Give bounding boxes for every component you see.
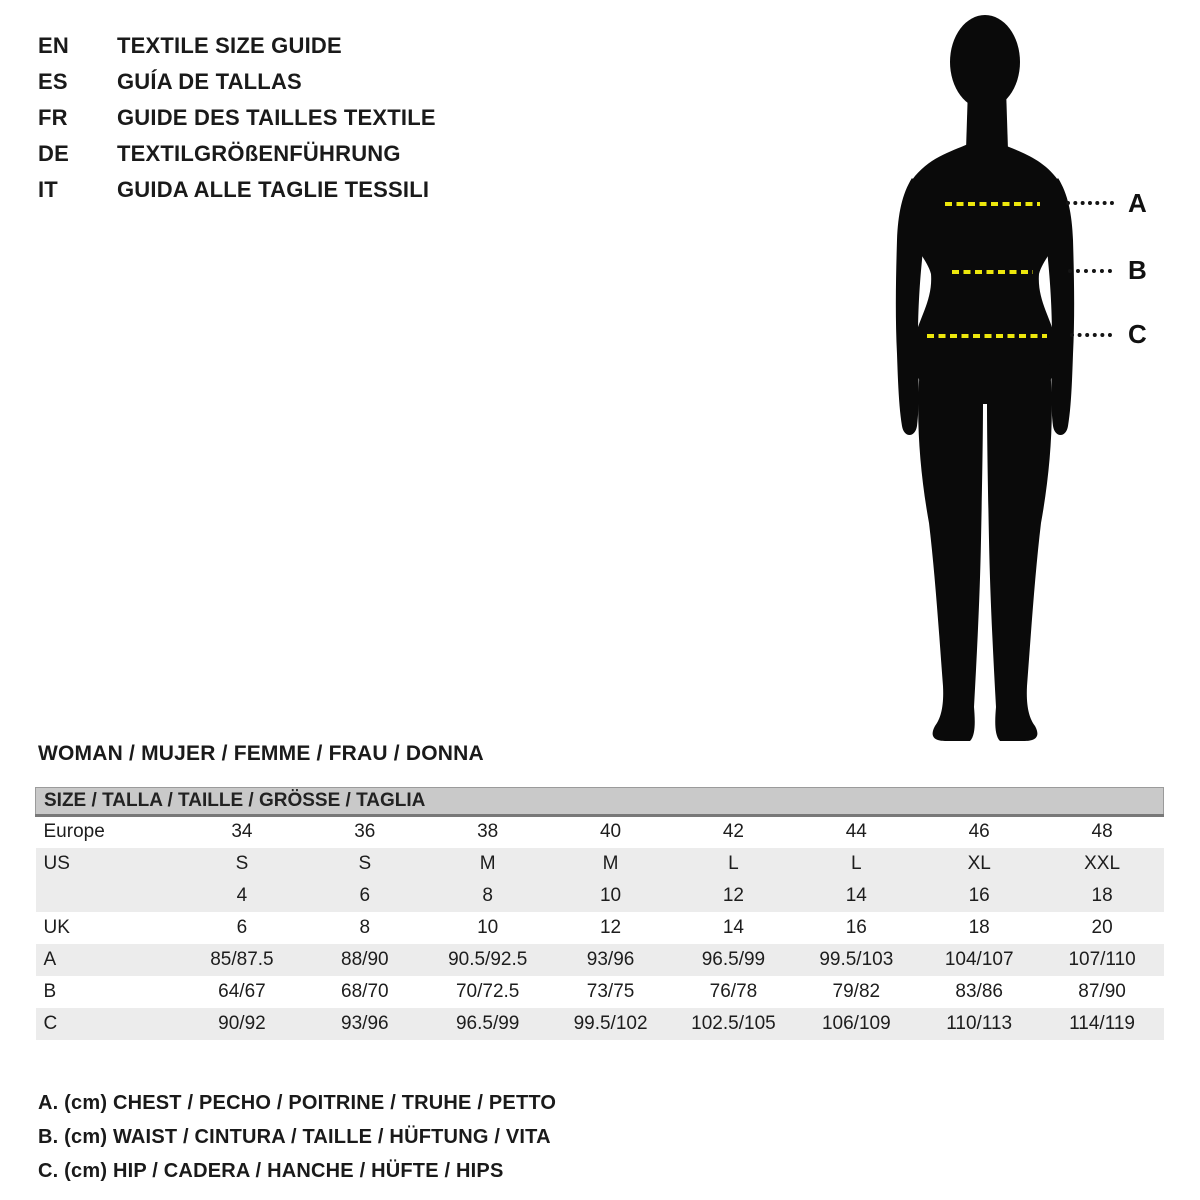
table-cell: 110/113 — [918, 1008, 1041, 1040]
table-cell: 73/75 — [586, 980, 635, 1002]
table-cell: 6 — [303, 880, 426, 912]
table-row-us-letters — [36, 848, 1164, 880]
silhouette-left-leg — [918, 360, 983, 741]
measure-label-b: B — [1128, 255, 1147, 285]
measure-label-c: C — [1128, 319, 1147, 349]
table-cell: 99.5/102 — [549, 1008, 672, 1040]
table-cell: 102.5/105 — [672, 1008, 795, 1040]
row-label: C — [36, 1008, 181, 1040]
table-cell: L — [672, 848, 795, 880]
table-row-uk — [36, 912, 1164, 944]
waist-dotted-connector — [1068, 269, 1112, 273]
row-label: UK — [43, 916, 70, 938]
table-cell: 40 — [599, 821, 622, 843]
row-label — [36, 880, 181, 912]
table-cell: 114/119 — [1041, 1008, 1164, 1040]
lang-title: GUIDA ALLE TAGLIE TESSILI — [117, 177, 430, 202]
lang-title: GUIDE DES TAILLES TEXTILE — [117, 105, 436, 130]
lang-title: TEXTILE SIZE GUIDE — [117, 33, 342, 58]
table-cell: 106/109 — [795, 1008, 918, 1040]
table-cell: 93/96 — [549, 944, 672, 976]
legend-line-chest: A. (cm) CHEST / PECHO / POITRINE / TRUHE / PETTO — [38, 1092, 557, 1114]
table-cell: S — [303, 848, 426, 880]
table-cell: 90.5/92.5 — [426, 944, 549, 976]
silhouette-right-leg — [987, 360, 1052, 741]
table-cell: 79/82 — [832, 980, 881, 1002]
table-cell: 12 — [672, 880, 795, 912]
hip-dotted-connector — [1070, 333, 1112, 337]
lang-row-it — [38, 172, 436, 208]
lang-code: FR — [38, 105, 68, 130]
table-row-waist-b — [36, 976, 1164, 1008]
chest-dotted-connector — [1066, 201, 1114, 205]
table-cell: 14 — [795, 880, 918, 912]
lang-row-en — [38, 28, 436, 64]
lang-code: EN — [38, 33, 69, 58]
table-cell: 90/92 — [181, 1008, 304, 1040]
table-cell: 48 — [1091, 821, 1113, 843]
table-cell: 4 — [181, 880, 304, 912]
table-cell: 68/70 — [341, 980, 389, 1002]
table-cell: 87/90 — [1078, 980, 1126, 1002]
row-label: B — [43, 980, 57, 1002]
table-cell: 107/110 — [1041, 944, 1164, 976]
woman-silhouette-svg — [888, 8, 1100, 748]
lang-code: ES — [38, 69, 68, 94]
table-cell: 8 — [426, 880, 549, 912]
row-label: US — [36, 848, 181, 880]
table-row-chest-a — [36, 944, 1164, 976]
table-cell: 36 — [354, 821, 376, 843]
lang-title: GUÍA DE TALLAS — [117, 69, 302, 94]
lang-row-es — [38, 64, 436, 100]
table-cell: 93/96 — [303, 1008, 426, 1040]
row-label: A — [36, 944, 181, 976]
table-cell: 64/67 — [218, 980, 266, 1002]
lang-title: TEXTILGRÖßENFÜHRUNG — [117, 141, 401, 166]
size-table-wrap — [35, 787, 1163, 1040]
lang-code: DE — [38, 141, 69, 166]
lang-row-de — [38, 136, 436, 172]
size-table — [35, 787, 1164, 1040]
table-cell: 16 — [845, 916, 867, 938]
silhouette-neck — [966, 88, 1008, 150]
table-cell: 83/86 — [955, 980, 1003, 1002]
table-cell: 14 — [722, 916, 744, 938]
table-cell: L — [795, 848, 918, 880]
row-label: Europe — [43, 821, 105, 843]
table-cell: 18 — [1041, 880, 1164, 912]
table-cell: 85/87.5 — [181, 944, 304, 976]
table-header-row — [36, 788, 1164, 816]
table-cell: XL — [918, 848, 1041, 880]
table-cell: 20 — [1091, 916, 1113, 938]
table-cell: M — [426, 848, 549, 880]
table-cell: 34 — [231, 821, 253, 843]
table-cell: S — [181, 848, 304, 880]
table-cell: XXL — [1041, 848, 1164, 880]
table-row-europe — [36, 816, 1164, 848]
table-cell: 70/72.5 — [455, 980, 520, 1002]
table-cell: 12 — [599, 916, 622, 938]
table-cell: 38 — [477, 821, 499, 843]
table-row-us-numbers — [36, 880, 1164, 912]
table-cell: 76/78 — [709, 980, 758, 1002]
table-header-cell: SIZE / TALLA / TAILLE / GRÖSSE / TAGLIA — [36, 788, 1164, 816]
table-cell: 6 — [236, 916, 248, 938]
table-cell: 46 — [968, 821, 990, 843]
legend-line-hip: C. (cm) HIP / CADERA / HANCHE / HÜFTE / HIPS — [38, 1160, 504, 1182]
lang-row-fr — [38, 100, 436, 136]
woman-silhouette-figure — [888, 8, 1100, 748]
table-cell: 104/107 — [918, 944, 1041, 976]
language-title-list — [38, 28, 436, 208]
measure-label-a: A — [1128, 188, 1147, 218]
measurement-legend — [38, 1086, 556, 1188]
table-cell: 10 — [477, 916, 499, 938]
table-cell: 44 — [845, 821, 867, 843]
legend-line-waist: B. (cm) WAIST / CINTURA / TAILLE / HÜFTUNG / VITA — [38, 1126, 551, 1148]
table-cell: 10 — [549, 880, 672, 912]
table-cell: 99.5/103 — [795, 944, 918, 976]
lang-code: IT — [38, 177, 58, 202]
table-cell: 16 — [918, 880, 1041, 912]
table-cell: 96.5/99 — [672, 944, 795, 976]
table-cell: M — [549, 848, 672, 880]
table-cell: 42 — [722, 821, 744, 843]
table-row-hip-c — [36, 1008, 1164, 1040]
table-cell: 88/90 — [303, 944, 426, 976]
table-cell: 8 — [359, 916, 371, 938]
table-cell: 18 — [968, 916, 990, 938]
section-heading-woman: WOMAN / MUJER / FEMME / FRAU / DONNA — [38, 742, 484, 765]
table-cell: 96.5/99 — [426, 1008, 549, 1040]
